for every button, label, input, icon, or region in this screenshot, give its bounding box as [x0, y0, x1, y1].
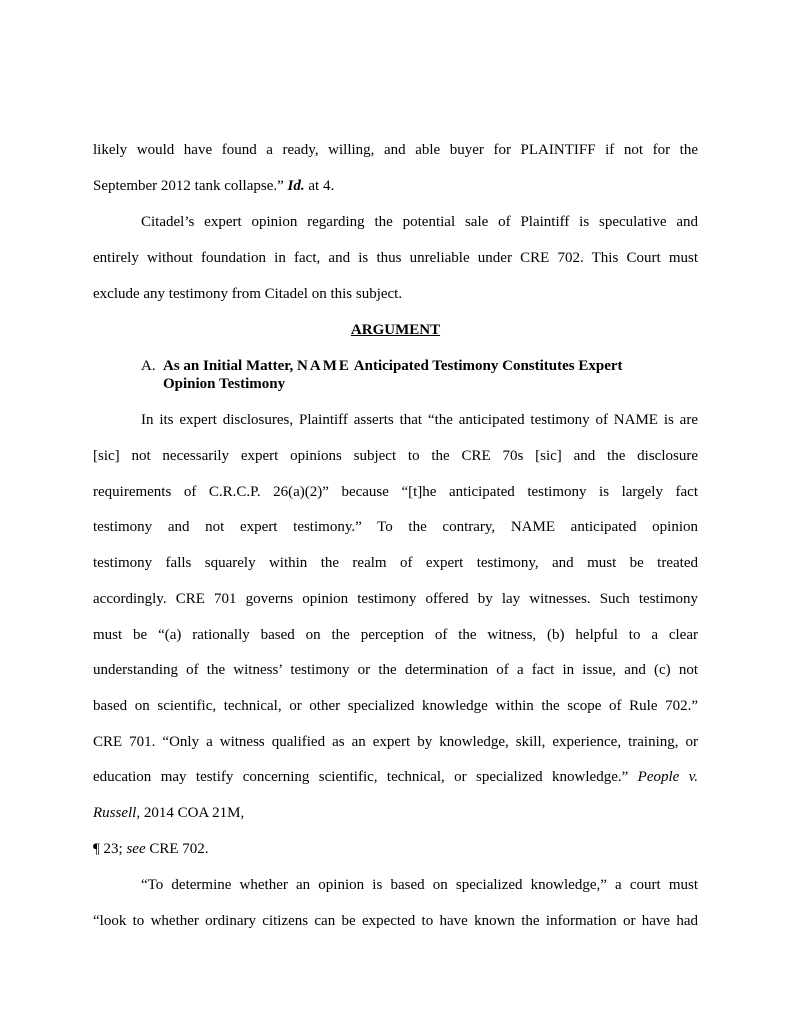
paragraph-line: In its expert disclosures, Plaintiff asserts that “the anticipated testimony of NAME is are	[141, 412, 698, 428]
paragraph-line: exclude any testimony from Citadel on this subject.	[93, 286, 403, 302]
paragraph-line: “look to whether ordinary citizens can be expected to have known the information or have had	[93, 913, 698, 929]
text-run: at 4.	[304, 178, 335, 194]
paragraph-line: [sic] not necessarily expert opinions subject to the CRE 70s [sic] and the disclosure	[93, 448, 698, 464]
case-name: People v.	[637, 769, 698, 785]
paragraph-line: likely would have found a ready, willing, and able buyer for PLAINTIFF if not for the	[93, 142, 698, 158]
citation-id: Id.	[287, 178, 305, 194]
paragraph-line: must be “(a) rationally based on the perception of the witness, (b) helpful to a clear	[93, 627, 698, 643]
text-run: September 2012 tank collapse.”	[93, 178, 288, 194]
paragraph-line	[93, 768, 698, 786]
paragraph-line: based on scientific, technical, or other specialized knowledge within the scope of Rule 702.”	[93, 698, 698, 714]
subheading-name: NAME	[297, 358, 351, 374]
paragraph-line	[93, 804, 698, 822]
text-run: education may testify concerning scientific, technical, or specialized knowledge.”	[93, 769, 638, 785]
subheading-marker: A.	[141, 358, 156, 374]
text-run: , 2014 COA 21M,	[136, 805, 245, 821]
paragraph-line: requirements of C.R.C.P. 26(a)(2)” because “[t]he anticipated testimony is largely fact	[93, 484, 698, 500]
text-run: CRE 702.	[145, 841, 209, 857]
subheading-text: Opinion Testimony	[163, 376, 286, 392]
paragraph-line: testimony and not expert testimony.” To the contrary, NAME anticipated opinion	[93, 519, 698, 535]
paragraph-line	[93, 177, 698, 195]
paragraph-line: accordingly. CRE 701 governs opinion testimony offered by lay witnesses. Such testimony	[93, 591, 698, 607]
subheading-text: Anticipated Testimony Constitutes Expert	[350, 358, 623, 374]
subheading	[141, 357, 681, 393]
paragraph-line: Citadel’s expert opinion regarding the potential sale of Plaintiff is speculative and	[141, 214, 698, 230]
case-name: Russell	[93, 805, 137, 821]
paragraph-line: understanding of the witness’ testimony or the determination of a fact in issue, and (c) not	[93, 662, 698, 678]
text-run: ¶ 23;	[93, 841, 127, 857]
paragraph-line: CRE 701. “Only a witness qualified as an expert by knowledge, skill, experience, training, or	[93, 734, 698, 750]
section-heading: ARGUMENT	[350, 322, 441, 338]
subheading-text: As an Initial Matter,	[163, 358, 298, 374]
signal-word: see	[126, 841, 146, 857]
paragraph-line	[93, 840, 698, 858]
paragraph-line: entirely without foundation in fact, and is thus unreliable under CRE 702. This Court must	[93, 250, 698, 266]
paragraph-line: testimony falls squarely within the realm of expert testimony, and must be treated	[93, 555, 698, 571]
paragraph-line: “To determine whether an opinion is based on specialized knowledge,” a court must	[141, 877, 698, 893]
